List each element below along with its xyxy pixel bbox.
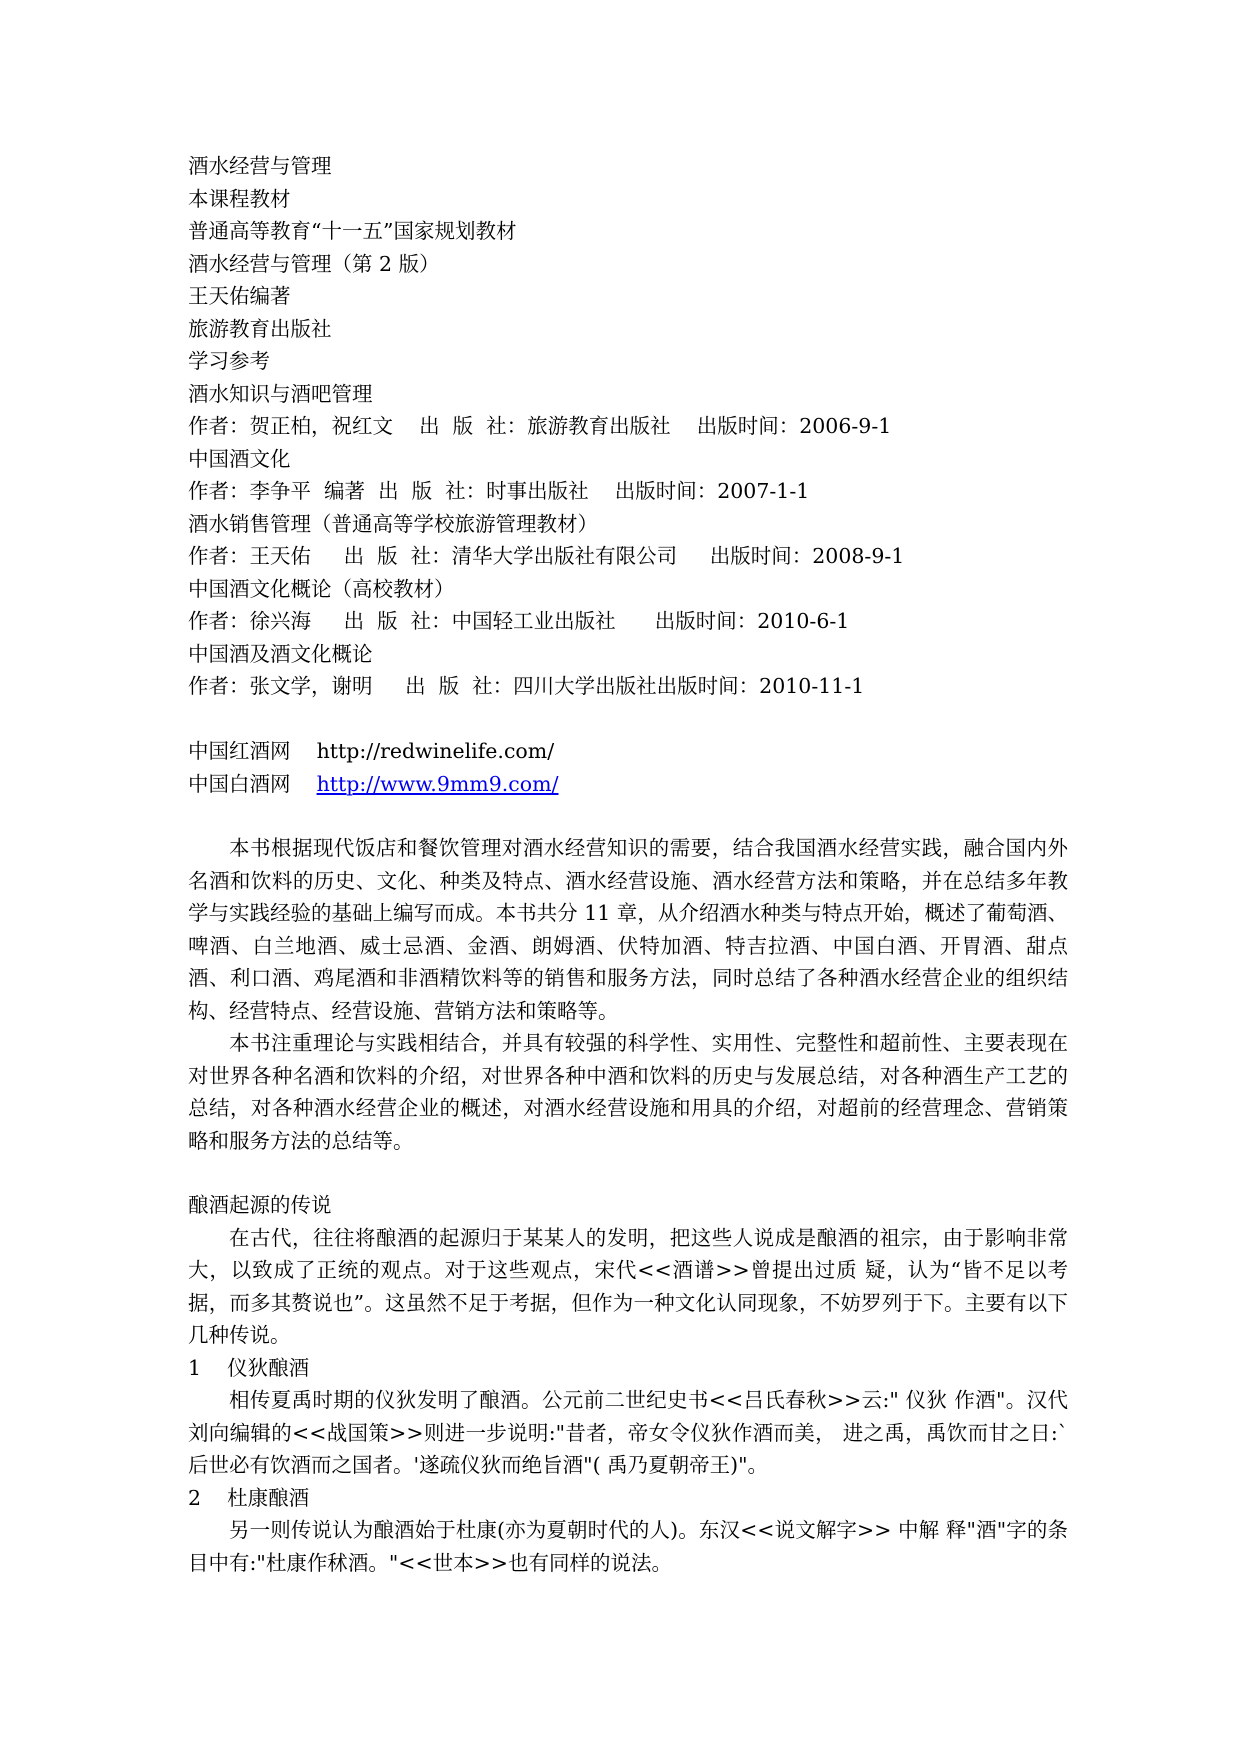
section-heading: 酿酒起源的传说 [188,1193,332,1217]
reference-book-title: 中国酒文化概论（高校教材） [188,576,455,601]
textbook-title: 酒水经营与管理（第 2 版） [188,251,440,276]
website-item [188,735,1068,768]
legend-section [188,1189,1068,1579]
document-page [188,150,1068,1579]
reference-book-details: 作者：王天佑 出 版 社：清华大学出版社有限公司 出版时间：2008-9-1 [188,544,905,568]
reference-label: 学习参考 [188,349,270,373]
reference-book-details: 作者：徐兴海 出 版 社：中国轻工业出版社 出版时间：2010-6-1 [188,609,850,633]
reference-book-title: 酒水知识与酒吧管理 [188,381,373,406]
course-title: 酒水经营与管理 [188,154,332,178]
reference-book-details: 作者：张文学，谢明 出 版 社：四川大学出版社出版时间：2010-11-1 [188,674,865,698]
section-paragraph: 在古代，往往将酿酒的起源归于某某人的发明，把这些人说成是酿酒的祖宗，由于影响非常大，以致成了正统的观点。对于这些观点，宋代<<酒谱>>曾提出过质 疑，认为“皆不足以考据，而多其赘说也”。这虽然不足于考据，但作为一种文化认同现象，不妨罗列于下。主要有以下几种传说。 [188,1225,1068,1347]
textbook-series: 普通高等教育“十一五”国家规划教材 [188,219,517,243]
website-name: 中国白酒网 [188,771,291,796]
legend-item-text: 另一则传说认为酿酒始于杜康(亦为夏朝时代的人)。东汉<<说文解字>> 中解 释"酒"字的条目中有:"杜康作秫酒。"<<世本>>也有同样的说法。 [188,1518,1068,1575]
reference-book-title: 酒水销售管理（普通高等学校旅游管理教材） [188,511,598,536]
website-url: http://redwinelife.com/ [316,739,555,763]
book-introduction [188,832,1068,1157]
textbook-label: 本课程教材 [188,186,291,211]
intro-paragraph: 本书根据现代饭店和餐饮管理对酒水经营知识的需要，结合我国酒水经营实践，融合国内外名酒和饮料的历史、文化、种类及特点、酒水经营设施、酒水经营方法和策略，并在总结多年教学与实践经验的基础上编写而成。本书共分 11 章，从介绍酒水种类与特点开始，概述了葡萄酒、啤酒、白兰地酒、威士忌酒、金酒、朗姆酒、伏特加酒、特吉拉酒、中国白酒、开胃酒、甜点酒、利口酒、鸡尾酒和非酒精饮料等的销售和服务方法，同时总结了各种酒水经营企业的组织结构、经营特点、经营设施、营销方法和策略等。 [188,836,1068,1023]
reference-book-details: 作者：李争平 编著 出 版 社：时事出版社 出版时间：2007-1-1 [188,479,810,503]
website-name: 中国红酒网 [188,739,291,763]
legend-item-title: 1 仪狄酿酒 [188,1355,310,1380]
legend-item-title: 2 杜康酿酒 [188,1485,310,1510]
intro-paragraph: 本书注重理论与实践相结合，并具有较强的科学性、实用性、完整性和超前性、主要表现在对世界各种名酒和饮料的介绍，对世界各种中酒和饮料的历史与发展总结，对各种酒生产工艺的总结，对各种酒水经营企业的概述，对酒水经营设施和用具的介绍，对超前的经营理念、营销策略和服务方法的总结等。 [188,1031,1068,1153]
reference-book-details: 作者：贺正柏，祝红文 出 版 社：旅游教育出版社 出版时间：2006-9-1 [188,414,892,438]
reference-book-title: 中国酒文化 [188,446,291,471]
legend-item-text: 相传夏禹时期的仪狄发明了酿酒。公元前二世纪史书<<吕氏春秋>>云:" 仪狄 作酒"。汉代刘向编辑的<<战国策>>则进一步说明:"昔者，帝女令仪狄作酒而美， 进之禹，禹饮而甘之日:`后世必有饮酒而之国者。'遂疏仪狄而绝旨酒"( 禹乃夏朝帝王)"。 [188,1388,1068,1477]
book-info-block [188,150,1068,703]
website-list [188,735,1068,800]
textbook-author: 王天佑编著 [188,284,291,308]
textbook-publisher: 旅游教育出版社 [188,316,332,341]
reference-book-title: 中国酒及酒文化概论 [188,641,373,666]
website-link[interactable]: http://www.9mm9.com/ [316,771,559,796]
website-item [188,768,1068,801]
